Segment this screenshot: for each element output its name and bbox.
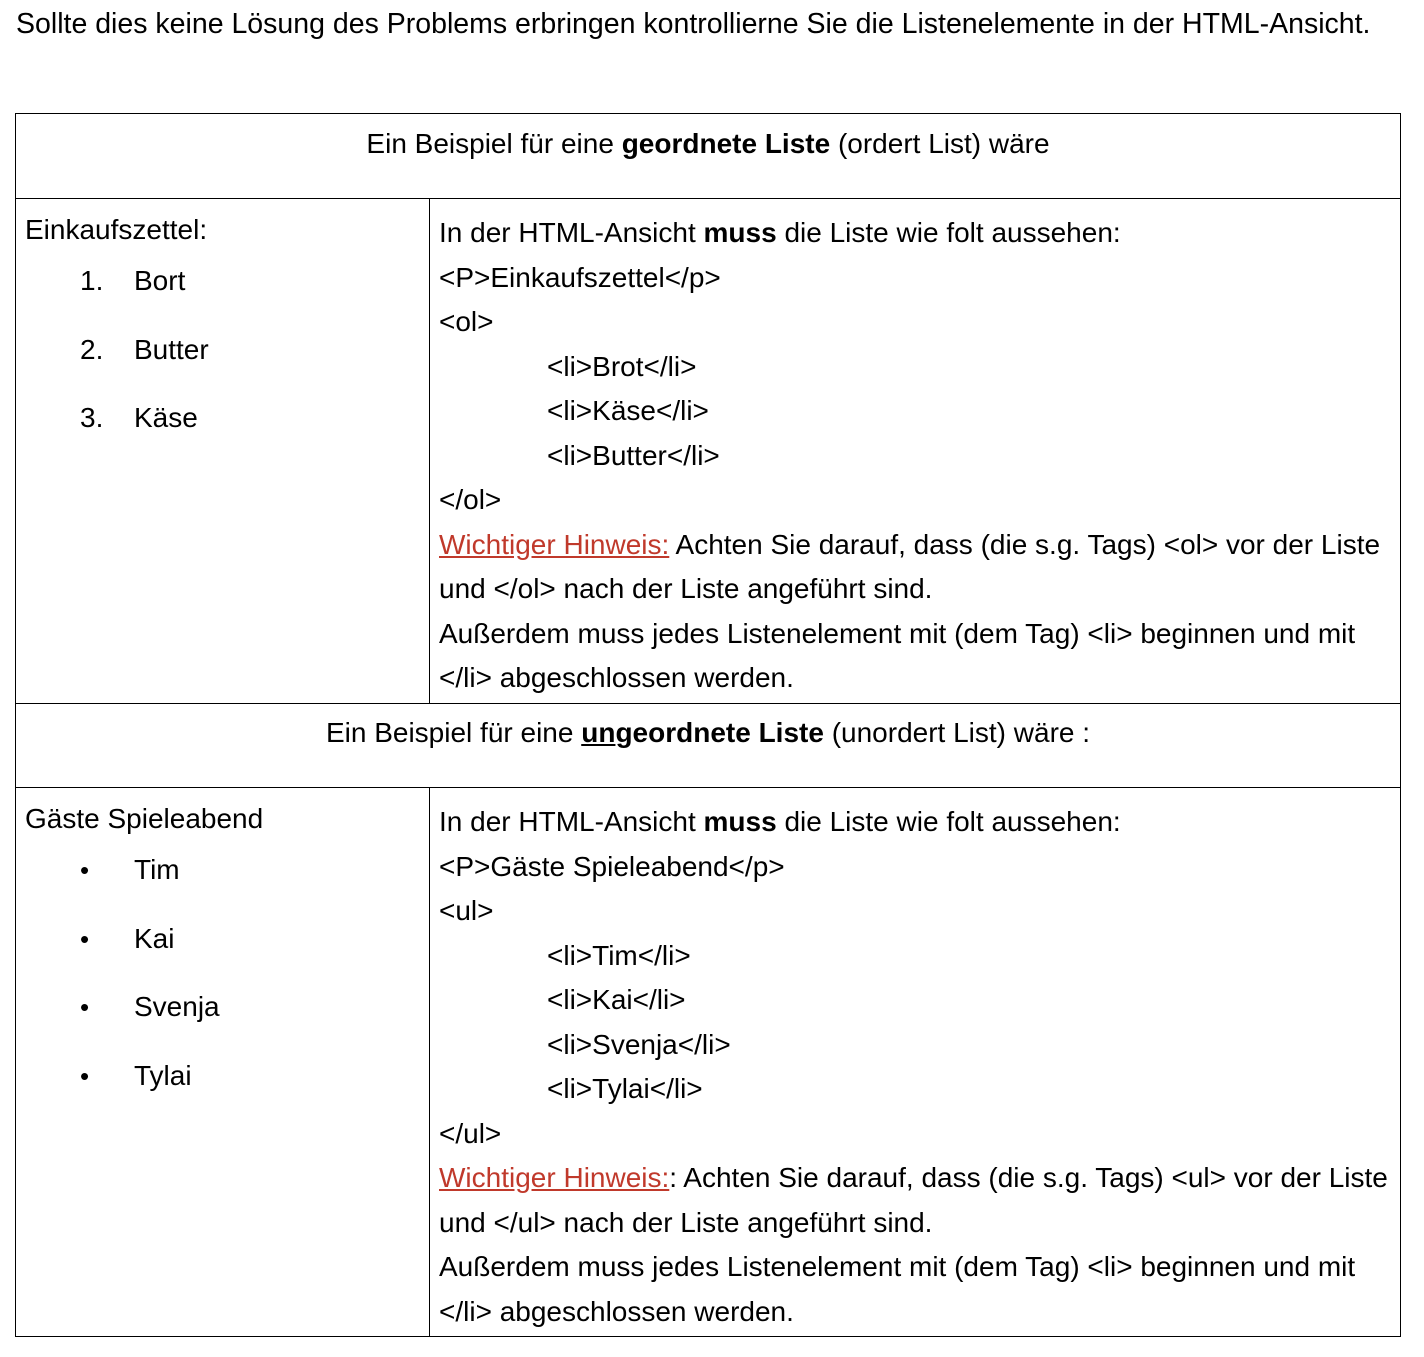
warning-label: Wichtiger Hinweis: [439, 528, 670, 560]
intro-text-end: die Liste wie folt aussehen: [776, 217, 1121, 248]
warning-text: Achten Sie darauf, dass (die s.g. Tags) <ol> vor der Liste und </ol> nach der Liste angeführt sind. [439, 528, 1381, 604]
intro-bold: muss [703, 217, 777, 248]
header-underlined: un [581, 717, 616, 748]
ordered-list-example [16, 199, 430, 703]
code-line: <li>Tim</li> [547, 939, 691, 971]
unordered-list-header [16, 703, 1400, 788]
code-line: </ul> [439, 1117, 502, 1149]
unordered-list-code [430, 788, 1400, 1336]
code-line: <li>Butter</li> [547, 439, 720, 471]
list-item-text: Tim [134, 854, 180, 885]
bullet-marker: • [80, 855, 90, 885]
code-line: <li>Tylai</li> [547, 1073, 703, 1104]
unordered-list-example [16, 788, 430, 1336]
code-line: <ol> [439, 306, 494, 337]
header-text: Ein Beispiel für eine [325, 717, 582, 748]
warning-text: : Achten Sie darauf, dass (die s.g. Tags) <ul> vor der Liste und </ul> nach der Liste angeführt sind. [439, 1162, 1388, 1238]
intro-bold: muss [703, 806, 777, 837]
bullet-marker: • [80, 923, 90, 954]
number-marker: 3. [80, 402, 104, 433]
bullet-marker: • [80, 992, 90, 1022]
list-title: Gäste Spieleabend [25, 803, 264, 834]
example-list [25, 836, 429, 1110]
code-block [439, 256, 1390, 523]
list-item-text: Svenja [134, 991, 220, 1022]
header-bold [581, 717, 824, 748]
list-item [25, 316, 429, 385]
header-text: Ein Beispiel für eine [366, 128, 622, 159]
header-text-end: (ordert List) wäre [830, 128, 1050, 159]
code-block [439, 845, 1390, 1157]
code-line: <li>Käse</li> [547, 395, 709, 426]
list-item-text: Bort [134, 265, 186, 296]
intro-text: In der HTML-Ansicht [439, 217, 704, 248]
ordered-list-header [16, 114, 1400, 199]
note-text: Außerdem muss jedes Listenelement mit (dem Tag) <li> beginnen und mit </li> abgeschlossen werden. [439, 617, 1356, 693]
code-line: <li>Brot</li> [547, 350, 697, 382]
warning-note [439, 523, 1390, 612]
list-item [25, 973, 429, 1042]
number-marker: 1. [80, 265, 104, 296]
code-line: <li>Svenja</li> [547, 1028, 731, 1060]
list-item [25, 1042, 429, 1111]
list-item [25, 247, 429, 316]
list-item [25, 384, 429, 453]
ordered-list-table [15, 113, 1401, 704]
unordered-list-row [16, 788, 1400, 1337]
warning-label: Wichtiger Hinweis: [439, 1162, 670, 1193]
ordered-list-row [16, 199, 1400, 704]
list-item [25, 905, 429, 974]
list-item-text: Kai [134, 922, 175, 954]
list-title: Einkaufszettel: [25, 214, 208, 245]
bullet-marker: • [80, 1060, 90, 1091]
intro-text-end: die Liste wie folt aussehen: [776, 806, 1121, 837]
code-line: <ul> [439, 895, 494, 926]
example-list [25, 247, 429, 453]
code-line: <P>Gäste Spieleabend</p> [439, 850, 785, 882]
list-item-text: Butter [134, 333, 209, 365]
header-bold: geordnete Liste [621, 128, 831, 159]
number-marker: 2. [80, 333, 104, 365]
header-bold-rest: geordnete Liste [615, 717, 824, 748]
intro-text: In der HTML-Ansicht [439, 806, 704, 837]
header-text-end: (unordert List) wäre : [823, 717, 1091, 748]
note-text: Außerdem muss jedes Listenelement mit (dem Tag) <li> beginnen und mit </li> abgeschlossen werden. [439, 1251, 1356, 1327]
code-intro [439, 211, 1390, 256]
intro-paragraph: Sollte dies keine Lösung des Problems erbringen kontrollierne Sie die Listenelemente in der HTML-Ansicht. [16, 8, 1371, 40]
warning-note [439, 1156, 1390, 1245]
code-line: <li>Kai</li> [547, 984, 686, 1015]
ordered-list-code [430, 199, 1400, 703]
list-item [25, 836, 429, 905]
code-intro [439, 800, 1390, 845]
list-item-text: Tylai [134, 1059, 192, 1091]
unordered-list-table [15, 703, 1401, 1337]
list-item-text: Käse [134, 402, 198, 433]
code-line: <P>Einkaufszettel</p> [439, 261, 721, 293]
code-line: </ol> [439, 484, 502, 515]
